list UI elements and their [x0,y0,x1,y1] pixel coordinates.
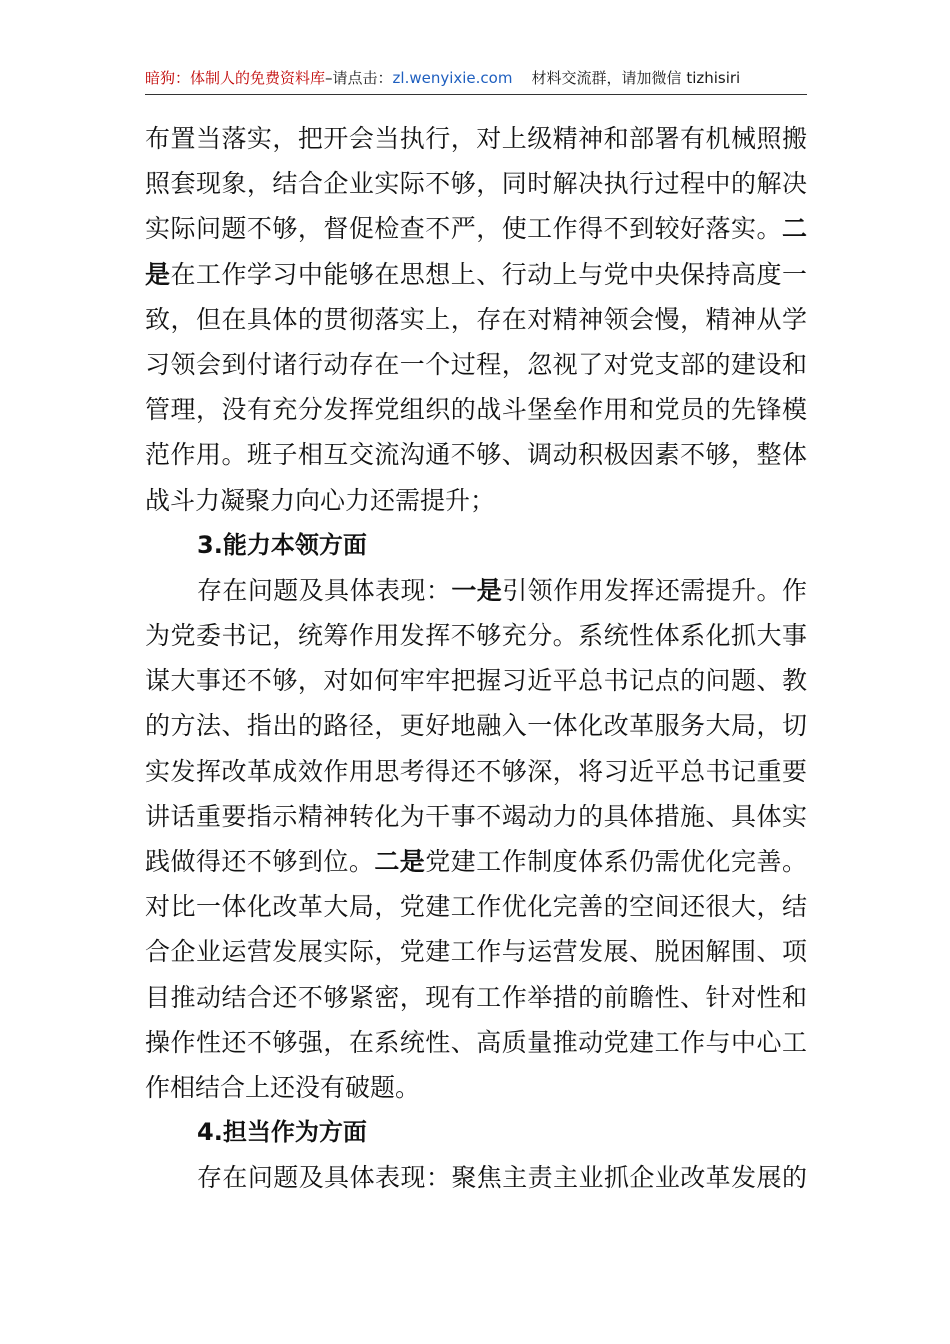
bold-marker: 二是 [374,847,426,876]
text-segment: 党建工作制度体系仍需优化完善。 [425,847,807,876]
text-line: 范作用。班子相互交流沟通不够、调动积极因素不够，整体 [145,440,807,470]
text-segment: 引领作用发挥还需提升。作 [502,575,807,605]
text-line: 照套现象，结合企业实际不够，同时解决执行过程中的解决 [145,169,807,199]
text-line: 的方法、指出的路径，更好地融入一体化改革服务大局，切 [145,711,807,741]
text-segment: 在工作学习中能够在思想上、行动上与党中央保持高度一 [170,259,807,289]
text-line [145,252,807,297]
text-line: 战斗力凝聚力向心力还需提升； [145,485,496,515]
text-line: 存在问题及具体表现：聚焦主责主业抓企业改革发展的 [197,1163,807,1193]
bold-marker: 是 [145,259,171,289]
text-line: 布置当落实，把开会当执行，对上级精神和部署有机械照搬 [145,124,807,153]
bold-marker: 一是 [451,575,503,605]
text-segment: 践做得还不够到位。 [145,847,375,876]
text-line: 操作性还不够强，在系统性、高质量推动党建工作与中心工 [145,1027,807,1057]
text-line: 合企业运营发展实际，党建工作与运营发展、脱困解围、项 [145,937,807,967]
page-header [145,66,805,96]
text-line: 管理，没有充分发挥党组织的战斗堡垒作用和党员的先锋模 [145,395,807,425]
bold-marker: 二 [781,214,807,244]
text-line: 作相结合上还没有破题。 [145,1072,421,1102]
section-heading-3: 3.能力本领方面 [197,530,367,559]
text-line [145,568,807,613]
header-brand: 暗狗：体制人的免费资料库 [145,69,326,87]
header-url-link[interactable]: zl.wenyixie.com [392,69,513,87]
text-segment: 实际问题不够，督促检查不严，使工作得不到较好落实。 [145,214,782,244]
text-line: 为党委书记，统筹作用发挥不够充分。系统性体系化抓大事 [145,621,807,651]
text-line: 实发挥改革成效作用思考得还不够深，将习近平总书记重要 [145,756,807,786]
text-line: 谋大事还不够，对如何牢牢把握习近平总书记点的问题、教 [145,666,807,696]
text-line: 讲话重要指示精神转化为干事不竭动力的具体措施、具体实 [145,801,807,831]
header-contact: 材料交流群，请加微信 tizhisiri [531,69,741,87]
text-line: 对比一体化改革大局，党建工作优化完善的空间还很大，结 [145,892,807,922]
text-line [145,839,807,884]
header-click-prefix: –请点击： [325,69,393,87]
text-line: 目推动结合还不够紧密，现有工作举措的前瞻性、针对性和 [145,982,807,1012]
text-line: 习领会到付诸行动存在一个过程，忽视了对党支部的建设和 [145,349,807,379]
header-divider [145,94,807,95]
text-line [145,206,807,251]
section-heading-4: 4.担当作为方面 [197,1118,367,1147]
document-body [145,116,807,1201]
text-line: 致，但在具体的贯彻落实上，存在对精神领会慢，精神从学 [145,304,807,334]
text-segment: 存在问题及具体表现： [197,575,452,605]
